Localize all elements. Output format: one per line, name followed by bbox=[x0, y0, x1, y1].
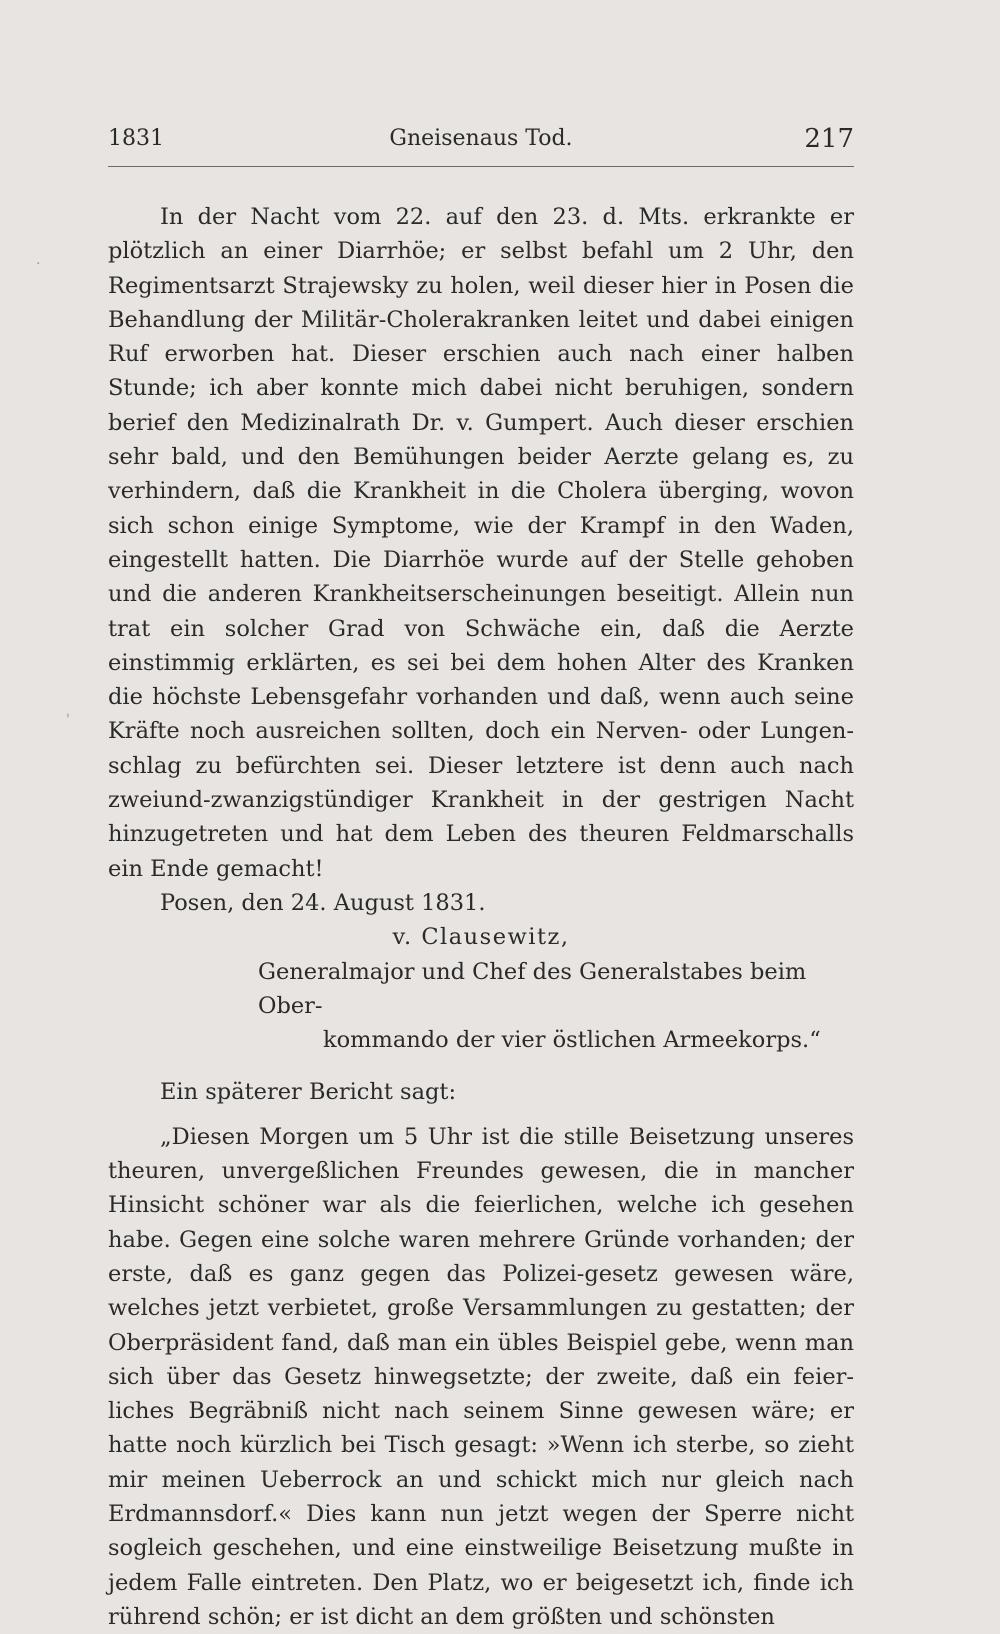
header-title: Gneisenaus Tod. bbox=[389, 126, 573, 151]
paragraph-gap-small bbox=[108, 1110, 854, 1120]
margin-tick-mark: ' bbox=[66, 712, 70, 728]
body-text bbox=[108, 200, 854, 1634]
paragraph-burial-account: „Diesen Morgen um 5 Uhr ist die stille Beisetzung unseres theuren, unvergeßlichen Freundes gewesen, die in mancher Hinsicht schöner war als die feierlichen, welche ich gesehen habe. Gegen eine solche waren mehrere Gründe vorhanden; der erste, daß es ganz gegen das Polizei-gesetz gewesen wäre, welches jetzt verbietet, große Versammlungen zu gestatten; der Oberpräsident fand, daß man ein übles Beispiel gebe, wenn man sich über das Gesetz hinwegsetzte; der zweite, daß ein feier-liches Begräbniß nicht nach seinem Sinne gewesen wäre; er hatte noch kürzlich bei Tisch gesagt: »Wenn ich sterbe, so zieht mir meinen Ueberrock an und schickt mich nur gleich nach Erdmannsdorf.« Dies kann nun jetzt wegen der Sperre nicht sogleich geschehen, und eine einstweilige Beisetzung mußte in jedem Falle eintreten. Den Platz, wo er beigesetzt ich, finde ich rührend schön; er ist dicht an dem größten und schönsten bbox=[108, 1123, 854, 1630]
margin-dot-mark: · bbox=[36, 256, 41, 272]
running-head bbox=[108, 126, 854, 162]
page-number: 217 bbox=[804, 124, 854, 154]
paragraph-report: In der Nacht vom 22. auf den 23. d. Mts. erkrankte er plötzlich an einer Diarrhöe; er selbst befahl um 2 Uhr, den Regimentsarzt Strajewsky zu holen, weil dieser hier in Posen die Behandlung der Militär-Cholerakranken leitet und dabei einigen Ruf erworben hat. Dieser erschien auch nach einer halben Stunde; ich aber konnte mich dabei nicht beruhigen, sondern berief den Medizinalrath Dr. v. Gumpert. Auch dieser erschien sehr bald, und den Bemühungen beider Aerzte gelang es, zu verhindern, daß die Krankheit in die Cholera überging, wovon sich schon einige Symptome, wie der Krampf in den Waden, eingestellt hatten. Die Diarrhöe wurde auf der Stelle gehoben und die anderen Krankheitserscheinungen beseitigt. Allein nun trat ein solcher Grad von Schwäche ein, daß die Aerzte einstimmig erklärten, es sei bei dem hohen Alter des Kranken die höchste Lebensgefahr vorhanden und daß, wenn auch seine Kräfte noch ausreichen sollten, doch ein Nerven- oder Lungen-schlag zu befürchten sei. Dieser letztere ist denn auch nach zweiund-zwanzigstündiger Krankheit in der gestrigen Nacht hinzugetreten und hat dem Leben des theuren Feldmarschalls ein Ende gemacht! bbox=[108, 204, 854, 882]
header-year: 1831 bbox=[108, 126, 164, 151]
place-date-line: Posen, den 24. August 1831. bbox=[160, 889, 486, 916]
signature-title-line-2: kommando der vier östlichen Armeekorps.“ bbox=[323, 1027, 821, 1054]
header-rule bbox=[108, 166, 854, 167]
signature-title-line-1: Generalmajor und Chef des Generalstabes beim Ober- bbox=[258, 958, 807, 1019]
paragraph-gap bbox=[108, 1057, 854, 1075]
signature-name: v. Clausewitz, bbox=[392, 924, 570, 951]
paragraph-later-report-intro: Ein späterer Bericht sagt: bbox=[160, 1079, 457, 1106]
